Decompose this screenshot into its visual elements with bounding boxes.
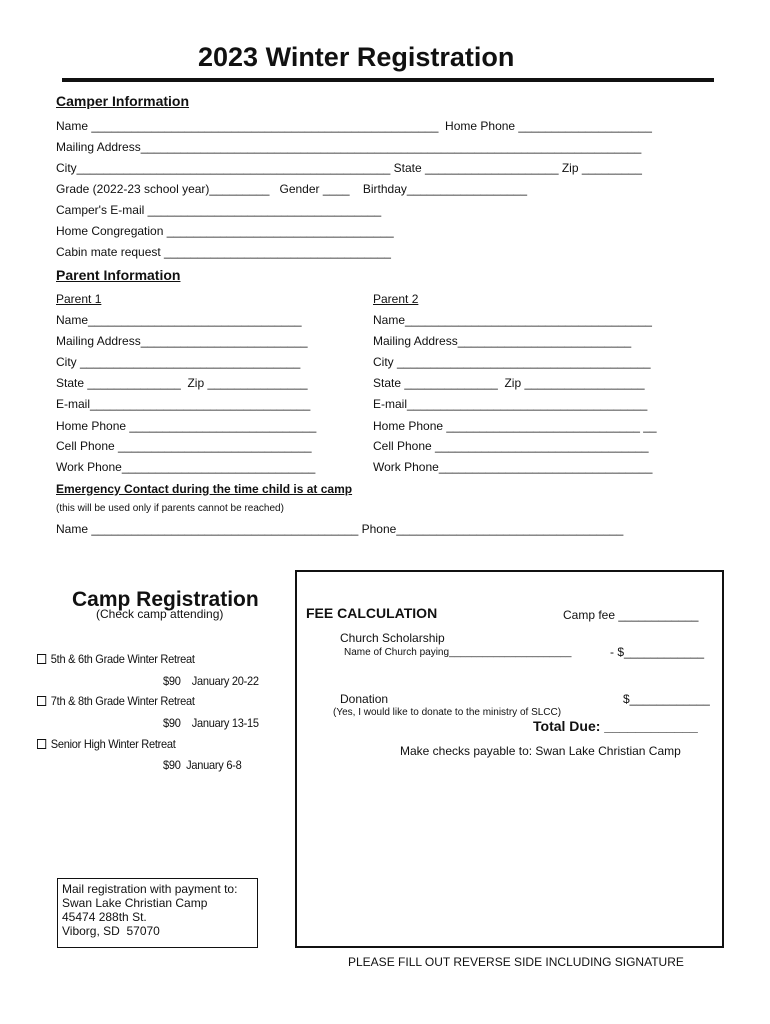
parent2-name-field[interactable]: Name_____________________________________ [373, 313, 652, 327]
camper-name-field[interactable]: Name ____________________________________________________ Home Phone ____________________ [56, 119, 652, 133]
parent1-city-field[interactable]: City _________________________________ [56, 355, 301, 369]
total-due-field[interactable]: Total Due: ____________ [533, 718, 698, 734]
parent2-work-phone-field[interactable]: Work Phone________________________________ [373, 460, 653, 474]
parent2-label: Parent 2 [373, 292, 419, 306]
parent1-name-field[interactable]: Name________________________________ [56, 313, 302, 327]
price: $90 [163, 674, 181, 688]
donation-amount-field[interactable]: $____________ [623, 692, 710, 706]
camp-option-price [163, 758, 241, 772]
mail-line-4: Viborg, SD 57070 [62, 924, 160, 938]
page-title: 2023 Winter Registration [198, 42, 515, 72]
home-congregation-field[interactable]: Home Congregation __________________________________ [56, 224, 394, 238]
parent2-city-field[interactable]: City ______________________________________ [373, 355, 651, 369]
camper-mailing-field[interactable]: Mailing Address___________________________________________________________________________ [56, 140, 642, 154]
fee-calculation-box [295, 570, 724, 948]
checkbox-icon[interactable] [37, 739, 46, 749]
church-scholarship-label: Church Scholarship [340, 631, 445, 645]
payable-note: Make checks payable to: Swan Lake Christian Camp [400, 744, 681, 758]
title-rule [62, 78, 714, 82]
camper-city-field[interactable]: City_______________________________________________ State ____________________ Zip _________ [56, 161, 642, 175]
parent1-mailing-field[interactable]: Mailing Address_________________________ [56, 334, 308, 348]
checkbox-icon[interactable] [37, 654, 46, 664]
emergency-heading: Emergency Contact during the time child is at camp [56, 482, 353, 496]
checkbox-icon[interactable] [37, 696, 46, 706]
emergency-contact-field[interactable]: Name ________________________________________ Phone__________________________________ [56, 522, 624, 536]
mail-line-3: 45474 288th St. [62, 910, 147, 924]
camper-heading: Camper Information [56, 93, 190, 109]
camp-fee-field[interactable]: Camp fee ____________ [563, 608, 699, 622]
parent2-mailing-field[interactable]: Mailing Address__________________________ [373, 334, 632, 348]
parent2-state-field[interactable]: State ______________ Zip __________________ [373, 376, 645, 390]
camp-option-senior-high[interactable] [37, 737, 176, 751]
camp-option-5-6[interactable] [37, 652, 195, 666]
scholarship-amount-field[interactable]: - $____________ [610, 645, 705, 659]
mail-line-2: Swan Lake Christian Camp [62, 896, 208, 910]
camp-option-7-8[interactable] [37, 694, 195, 708]
donation-label: Donation [340, 692, 389, 706]
dates: January 13-15 [191, 716, 259, 730]
dates: January 20-22 [191, 674, 259, 688]
parent2-email-field[interactable]: E-mail____________________________________ [373, 397, 648, 411]
camp-option-name: 7th & 8th Grade Winter Retreat [50, 694, 195, 708]
fee-heading: FEE CALCULATION [306, 605, 438, 621]
church-name-field[interactable]: Name of Church paying______________________ [344, 647, 572, 658]
camper-grade-field[interactable]: Grade (2022-23 school year)_________ Gender ____ Birthday__________________ [56, 182, 528, 196]
parent1-work-phone-field[interactable]: Work Phone_____________________________ [56, 460, 316, 474]
camp-option-name: 5th & 6th Grade Winter Retreat [50, 652, 195, 666]
parent1-state-field[interactable]: State ______________ Zip _______________ [56, 376, 308, 390]
donation-note: (Yes, I would like to donate to the ministry of SLCC) [333, 707, 562, 718]
camper-email-field[interactable]: Camper's E-mail ___________________________________ [56, 203, 382, 217]
camp-option-price [163, 716, 259, 730]
footer-note: PLEASE FILL OUT REVERSE SIDE INCLUDING SIGNATURE [348, 955, 684, 969]
parent1-home-phone-field[interactable]: Home Phone ____________________________ [56, 419, 317, 433]
parent1-email-field[interactable]: E-mail_________________________________ [56, 397, 311, 411]
mail-address-box [57, 878, 258, 948]
emergency-note: (this will be used only if parents cannot be reached) [56, 503, 284, 514]
parent2-cell-phone-field[interactable]: Cell Phone ________________________________ [373, 439, 649, 453]
price: $90 [163, 758, 181, 772]
parent1-cell-phone-field[interactable]: Cell Phone _____________________________ [56, 439, 312, 453]
price: $90 [163, 716, 181, 730]
camp-option-name: Senior High Winter Retreat [50, 737, 176, 751]
camp-registration-subtitle: (Check camp attending) [96, 607, 224, 621]
cabin-mate-field[interactable]: Cabin mate request __________________________________ [56, 245, 391, 259]
camp-option-price [163, 674, 259, 688]
mail-line-1: Mail registration with payment to: [62, 882, 238, 896]
parent2-home-phone-field[interactable]: Home Phone _____________________________ __ [373, 419, 657, 433]
dates: January 6-8 [186, 758, 242, 772]
parent1-label: Parent 1 [56, 292, 102, 306]
parent-heading: Parent Information [56, 267, 181, 283]
camp-registration-heading: Camp Registration [72, 588, 259, 611]
